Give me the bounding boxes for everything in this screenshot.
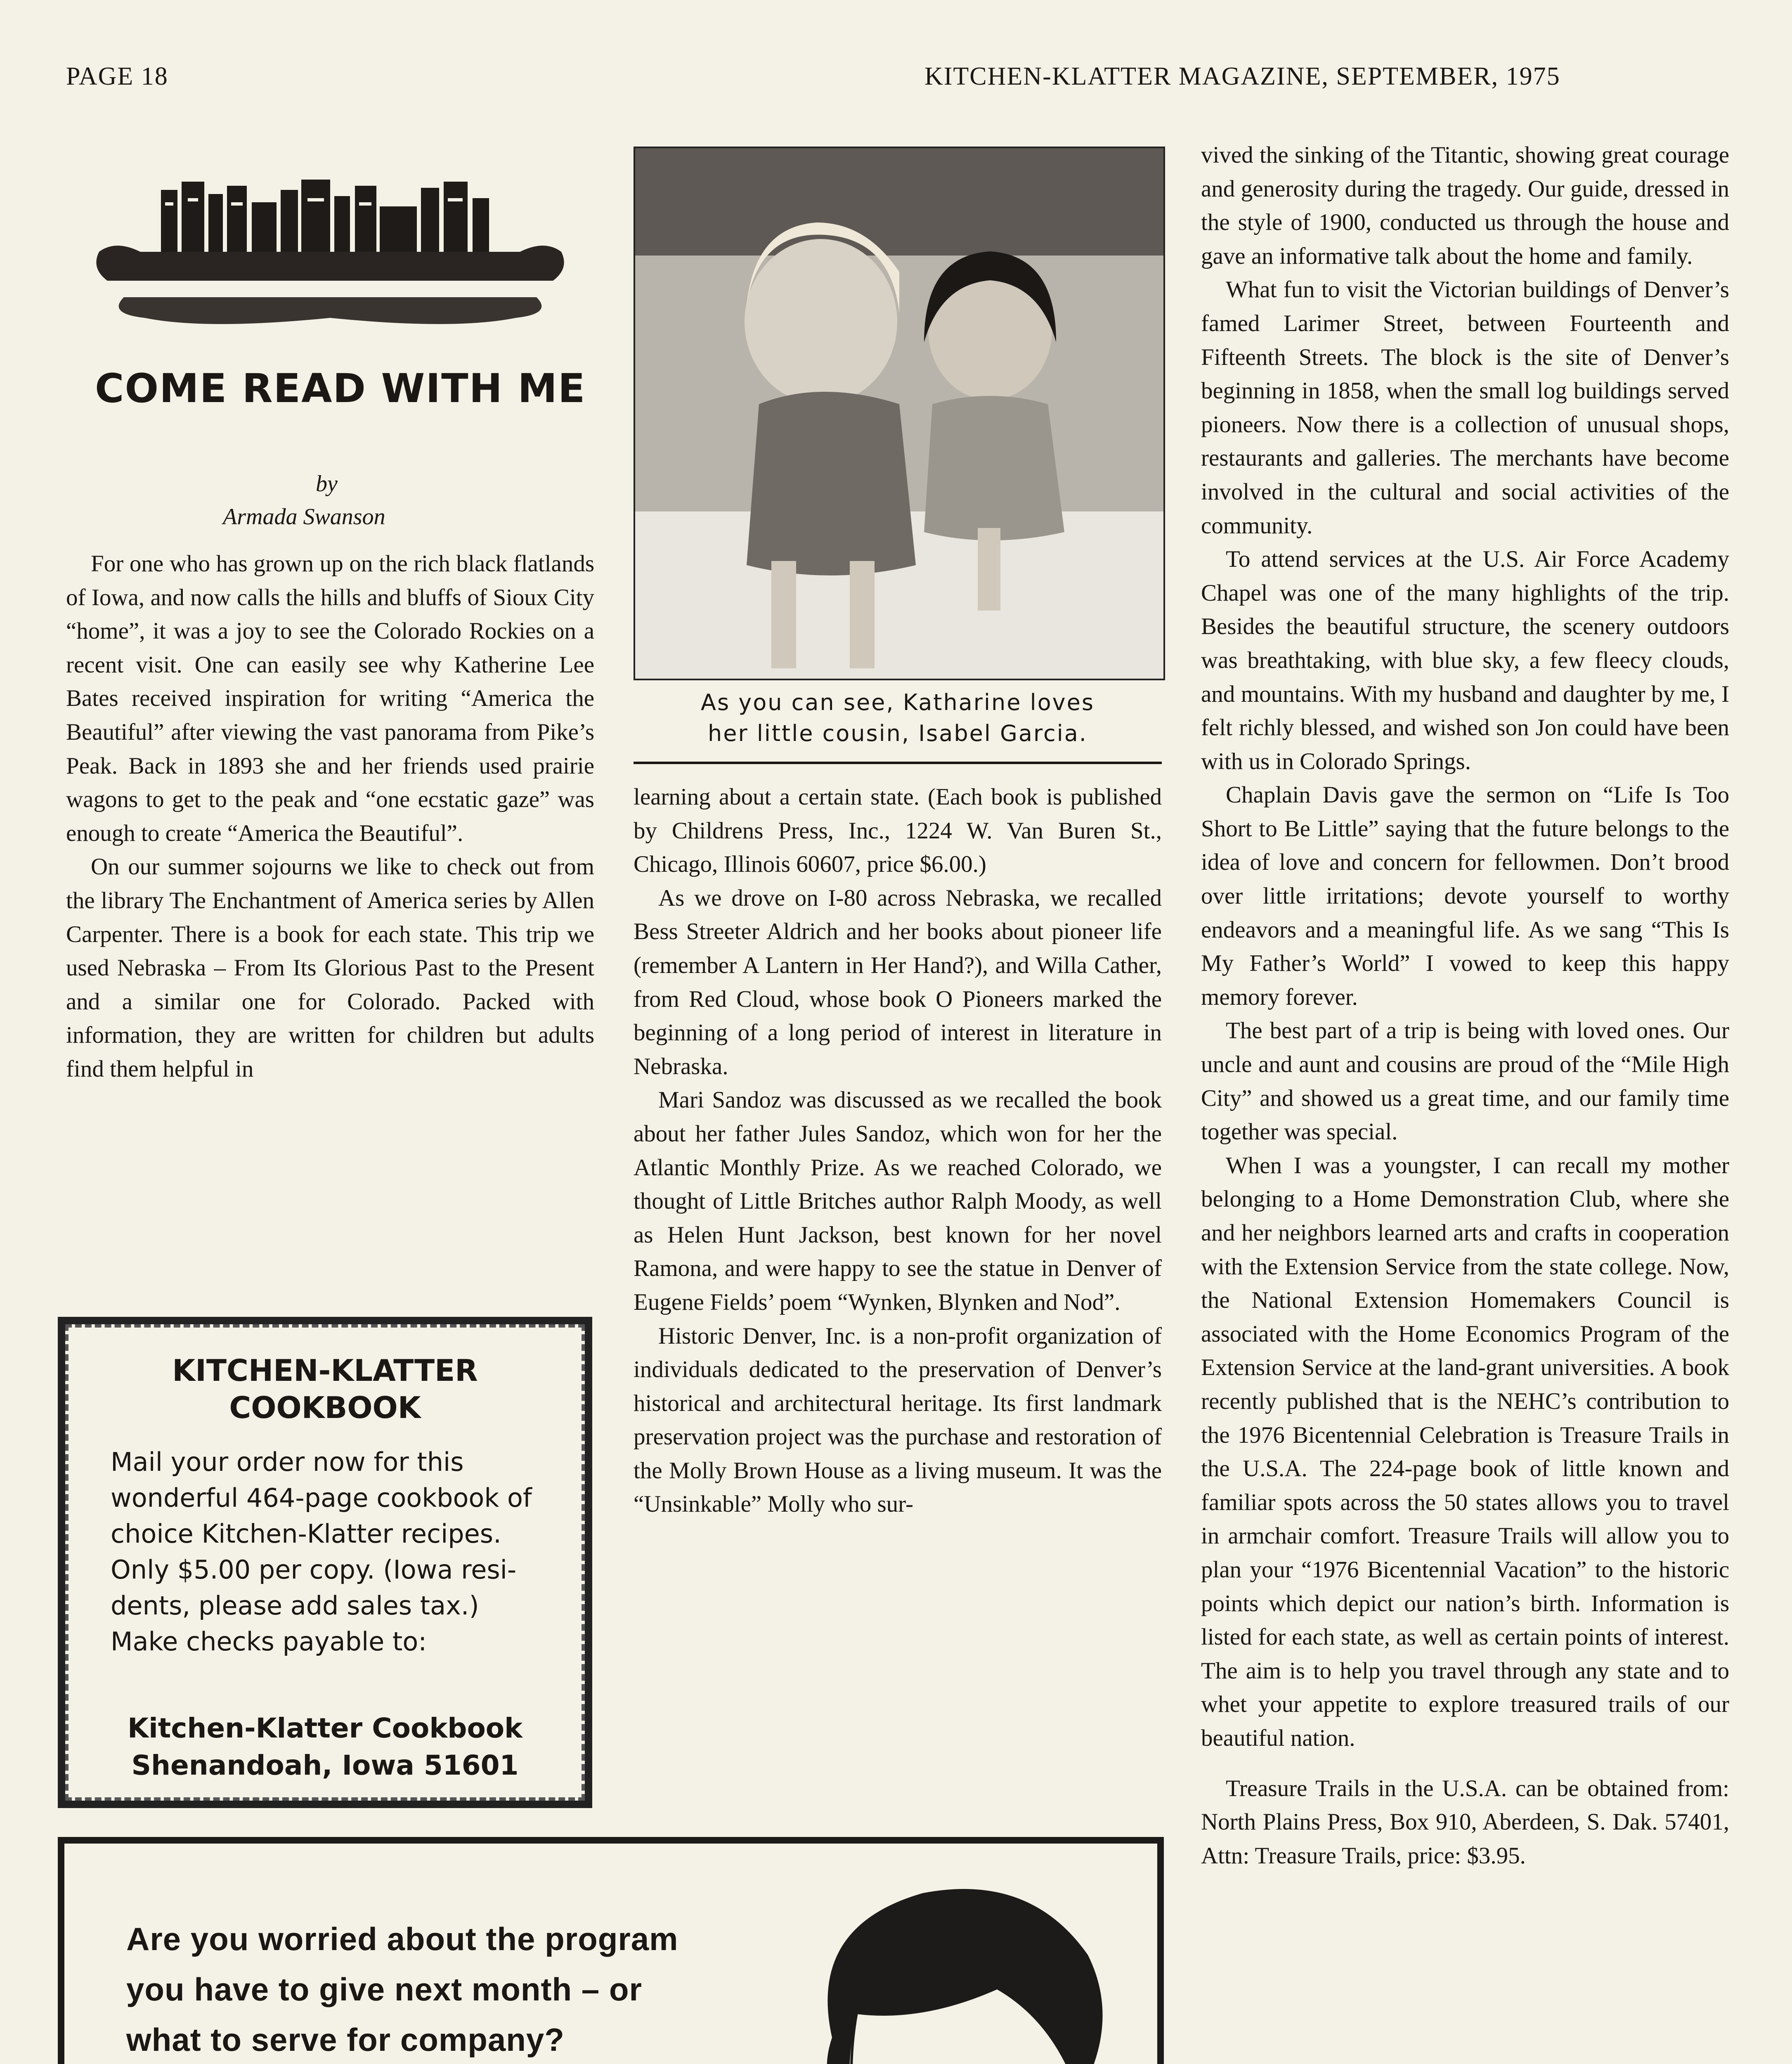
- woman-face-illustration: [766, 1864, 1137, 2064]
- cookbook-title-line1: KITCHEN-KLATTER: [172, 1353, 478, 1388]
- ad-question-line: you have to give next month – or: [126, 1971, 642, 2007]
- caption-rule: [634, 762, 1162, 764]
- paragraph: What fun to visit the Victorian buildings of Denver’s famed Larimer Street, between Fourteenth and Fifteenth Streets. The block is the site of Denver’s beginning in 1858, when the small log buildings served pioneers. Now there is a collection of unusual shops, restaurants and galleries. The merchants have become involved in the cultural and social activities of the community.: [1201, 277, 1729, 539]
- paragraph: Chaplain Davis gave the sermon on “Life Is Too Short to Be Little” saying that the future belongs to the idea of love and concern for fellowmen. Don’t brood over little irritations; devote yourself to worthy endeavors and a meaningful life. As we sang “This Is My Father’s World” I vowed to keep this happy memory forever.: [1201, 782, 1729, 1010]
- cookbook-body-line: Mail your order now for this: [111, 1447, 464, 1477]
- bookshelf-illustration: [83, 173, 578, 347]
- paragraph: To attend services at the U.S. Air Force Academy Chapel was one of the many highlights of the trip. Besides the beautiful structure, the scenery outdoors was breathtaking, with blue sky, a few fleecy clouds, and mountains. With my husband and daughter by me, I felt richly blessed, and wished son Jon could have been with us in Colorado Springs.: [1201, 546, 1729, 774]
- article-column-1: [66, 547, 594, 1086]
- ad-question: [126, 1914, 678, 2064]
- paragraph: Treasure Trails in the U.S.A. can be obtained from: North Plains Press, Box 910, Aberdeen, S. Dak. 57401, Attn: Treasure Trails, price: $3.95.: [1201, 1775, 1729, 1869]
- photo-caption-line1: As you can see, Katharine loves: [701, 689, 1095, 715]
- cookbook-body-line: choice Kitchen-Klatter recipes.: [111, 1519, 501, 1549]
- article-column-3: [1201, 138, 1729, 1872]
- byline-author: Armada Swanson: [223, 504, 385, 530]
- cookbook-ad: [58, 1317, 592, 1808]
- cookbook-body-line: wonderful 464-page cookbook of: [111, 1483, 532, 1513]
- cookbook-title-line2: COOKBOOK: [229, 1390, 421, 1425]
- children-photo-image: [635, 148, 1163, 679]
- ad-question-line: Are you worried about the program: [126, 1921, 679, 1957]
- cookbook-body-line: Make checks payable to:: [111, 1626, 427, 1657]
- cookbook-body: [111, 1444, 532, 1659]
- ad-question-line: what to serve for company?: [126, 2021, 565, 2058]
- paragraph: For one who has grown up on the rich black flatlands of Iowa, and now calls the hills and bluffs of Sioux City “home”, it was a joy to see the Colorado Rockies on a recent visit. One can easily see why Katherine Lee Bates received inspiration for writing “America the Beautiful” after viewing the vast panorama from Pike’s Peak. Back in 1893 she and her friends used prairie wagons to get to the peak and “one ecstatic gaze” was enough to create “America the Beautiful”.: [66, 551, 594, 846]
- paragraph: As we drove on I-80 across Nebraska, we recalled Bess Streeter Aldrich and her books about pioneer life (remember A Lantern in Her Hand?), and Willa Cather, from Red Cloud, whose book O Pioneers marked the beginning of a long period of interest in literature in Nebraska.: [634, 885, 1162, 1079]
- article-column-2: [634, 780, 1162, 1521]
- page-number: PAGE 18: [66, 62, 168, 90]
- article-title: COME READ WITH ME: [95, 365, 586, 412]
- paragraph: The best part of a trip is being with loved ones. Our uncle and aunt and cousins are proud of the “Mile High City” and showed us a great time, and our family time together was special.: [1201, 1018, 1729, 1145]
- cookbook-body-line: Only $5.00 per copy. (Iowa resi-: [111, 1555, 517, 1585]
- paragraph: Historic Denver, Inc. is a non-profit organization of individuals dedicated to the preservation of Denver’s historical and architectural heritage. Its first landmark preservation project was the purchase and restoration of the Molly Brown House as a living museum. It was the “Unsinkable” Molly who sur-: [634, 1323, 1162, 1517]
- paragraph: vived the sinking of the Titantic, showing great courage and generosity during the tragedy. Our guide, dressed in the style of 1900, conducted us through the house and gave an informative talk about the home and family.: [1201, 142, 1729, 269]
- byline-by: by: [316, 471, 338, 497]
- photo-caption-line2: her little cousin, Isabel Garcia.: [708, 720, 1087, 746]
- photo-two-children: [634, 147, 1165, 680]
- subscription-ad: [58, 1837, 1164, 2064]
- cookbook-body-line: dents, please add sales tax.): [111, 1591, 479, 1621]
- cookbook-address-line1: Kitchen-Klatter Cookbook: [127, 1712, 523, 1744]
- cookbook-address-line2: Shenandoah, Iowa 51601: [131, 1749, 519, 1781]
- paragraph: Mari Sandoz was discussed as we recalled the book about her father Jules Sandoz, which won for her the Atlantic Monthly Prize. As we reached Colorado, we thought of Little Britches author Ralph Moody, as well as Helen Hunt Jackson, best known for her novel Ramona, and were happy to see the statue in Denver of Eugene Fields’ poem “Wynken, Blynken and Nod”.: [634, 1087, 1162, 1315]
- magazine-running-head: KITCHEN-KLATTER MAGAZINE, SEPTEMBER, 1975: [924, 62, 1560, 90]
- paragraph: learning about a certain state. (Each book is published by Childrens Press, Inc., 1224 W. Van Buren St., Chicago, Illinois 60607, price $6.00.): [634, 784, 1162, 878]
- paragraph: On our summer sojourns we like to check out from the library The Enchantment of America series by Allen Carpenter. There is a book for each state. This trip we used Nebraska – From Its Glorious Past to the Present and a similar one for Colorado. Packed with information, they are written for children but adults find them helpful in: [66, 854, 594, 1082]
- paragraph: When I was a youngster, I can recall my mother belonging to a Home Demonstration Club, where she and her neighbors learned arts and crafts in cooperation with the Extension Service from the state college. Now, the National Extension Homemakers Council is associated with the Home Economics Program of the Extension Service at the land-grant universities. A book recently published that is the NEHC’s contribution to the 1976 Bicentennial Celebration is Treasure Trails in the U.S.A. The 224-page book of little known and familiar spots across the 50 states allows you to travel in armchair comfort. Treasure Trails will allow you to plan your “1976 Bicentennial Vacation” to the historic points which depict our nation’s birth. Information is listed for each state, as well as certain points of interest. The aim is to help you travel through any state and to whet your appetite to explore treasured trails of our beautiful nation.: [1201, 1152, 1729, 1751]
